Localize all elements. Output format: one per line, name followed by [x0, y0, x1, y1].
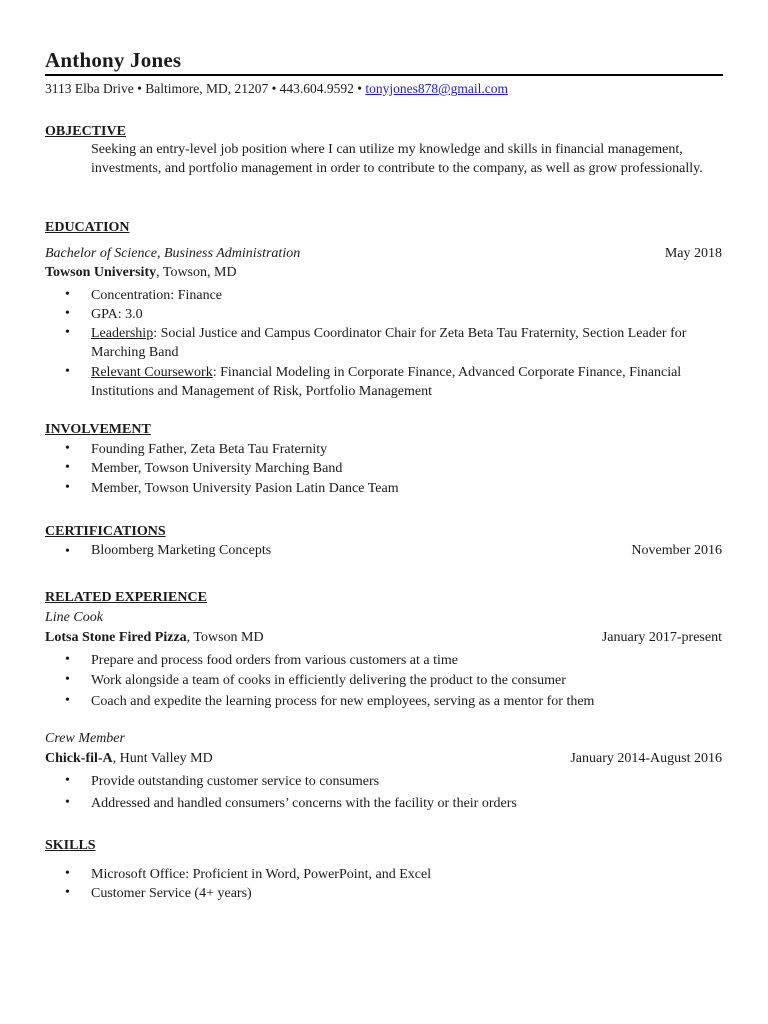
job-dates: January 2017-present	[601, 630, 722, 645]
leadership-label: Leadership	[91, 326, 154, 341]
objective-heading: OBJECTIVE	[45, 124, 126, 139]
education-bullet-leadership: Leadership: Social Justice and Campus Coordinator Chair for Zeta Beta Tau Fraternity, Section Leader for Marching Band	[91, 326, 687, 360]
employer-name: Lotsa Stone Fired Pizza	[45, 630, 187, 645]
bullet-icon: •	[65, 773, 70, 788]
bullet-icon: •	[65, 795, 70, 810]
job-duty: Provide outstanding customer service to consumers	[91, 774, 380, 789]
email-link[interactable]: tonyjones878@gmail.com	[365, 81, 508, 96]
job-duty: Prepare and process food orders from various customers at a time	[91, 653, 458, 668]
skill-item: Microsoft Office: Proficient in Word, PowerPoint, and Excel	[91, 867, 432, 882]
experience-heading: RELATED EXPERIENCE	[45, 590, 207, 605]
skills-heading: SKILLS	[45, 838, 96, 853]
education-heading: EDUCATION	[45, 220, 130, 235]
school-name: Towson University	[45, 265, 157, 280]
bullet-icon: •	[65, 325, 70, 340]
certification-item: Bloomberg Marketing Concepts	[91, 543, 272, 558]
involvement-item: Founding Father, Zeta Beta Tau Fraternity	[91, 442, 328, 457]
employer-name: Chick-fil-A	[45, 751, 113, 766]
bullet-icon: •	[65, 441, 70, 456]
employer-line	[45, 751, 213, 767]
contact-address: 3113 Elba Drive • Baltimore, MD, 21207 • 443.604.9592 •	[45, 81, 366, 96]
job-dates: January 2014-August 2016	[570, 751, 722, 766]
job-duty: Addressed and handled consumers’ concerns with the facility or their orders	[91, 796, 517, 811]
school-location: , Towson, MD	[156, 265, 237, 280]
coursework-label: Relevant Coursework	[91, 365, 213, 380]
bullet-icon: •	[65, 693, 70, 708]
bullet-icon: •	[65, 364, 70, 379]
employer-location: , Towson MD	[186, 630, 264, 645]
education-bullet: Concentration: Finance	[91, 288, 223, 303]
education-bullet-coursework: Relevant Coursework: Financial Modeling in Corporate Finance, Advanced Corporate Finance, Financial Institutions and Management of Risk, Portfolio Management	[91, 365, 682, 399]
contact-line	[45, 81, 508, 97]
certification-date: November 2016	[631, 543, 722, 558]
bullet-icon: •	[65, 306, 70, 321]
graduation-date: May 2018	[664, 246, 722, 261]
bullet-icon: •	[65, 672, 70, 687]
header-divider	[45, 74, 723, 76]
objective-text: Seeking an entry-level job position where I can utilize my knowledge and skills in financial management, investments, and portfolio management in order to contribute to the company, as well as grow professionally.	[91, 142, 703, 176]
bullet-icon: •	[65, 544, 70, 559]
involvement-item: Member, Towson University Marching Band	[91, 461, 343, 476]
bullet-icon: •	[65, 885, 70, 900]
degree-title: Bachelor of Science, Business Administration	[45, 246, 301, 261]
skill-item: Customer Service (4+ years)	[91, 886, 252, 901]
job-duty: Coach and expedite the learning process for new employees, serving as a mentor for them	[91, 694, 595, 709]
bullet-icon: •	[65, 652, 70, 667]
bullet-icon: •	[65, 480, 70, 495]
bullet-icon: •	[65, 460, 70, 475]
certifications-heading: CERTIFICATIONS	[45, 524, 166, 539]
bullet-icon: •	[65, 287, 70, 302]
involvement-heading: INVOLVEMENT	[45, 422, 151, 437]
school-line	[45, 265, 237, 281]
resume-name: Anthony Jones	[45, 48, 182, 72]
education-bullet: GPA: 3.0	[91, 307, 143, 322]
involvement-item: Member, Towson University Pasion Latin Dance Team	[91, 481, 399, 496]
employer-location: , Hunt Valley MD	[112, 751, 213, 766]
job-title: Crew Member	[45, 731, 125, 746]
job-duty: Work alongside a team of cooks in efficiently delivering the product to the consumer	[91, 673, 566, 688]
bullet-icon: •	[65, 866, 70, 881]
job-title: Line Cook	[45, 610, 103, 625]
employer-line	[45, 630, 264, 646]
